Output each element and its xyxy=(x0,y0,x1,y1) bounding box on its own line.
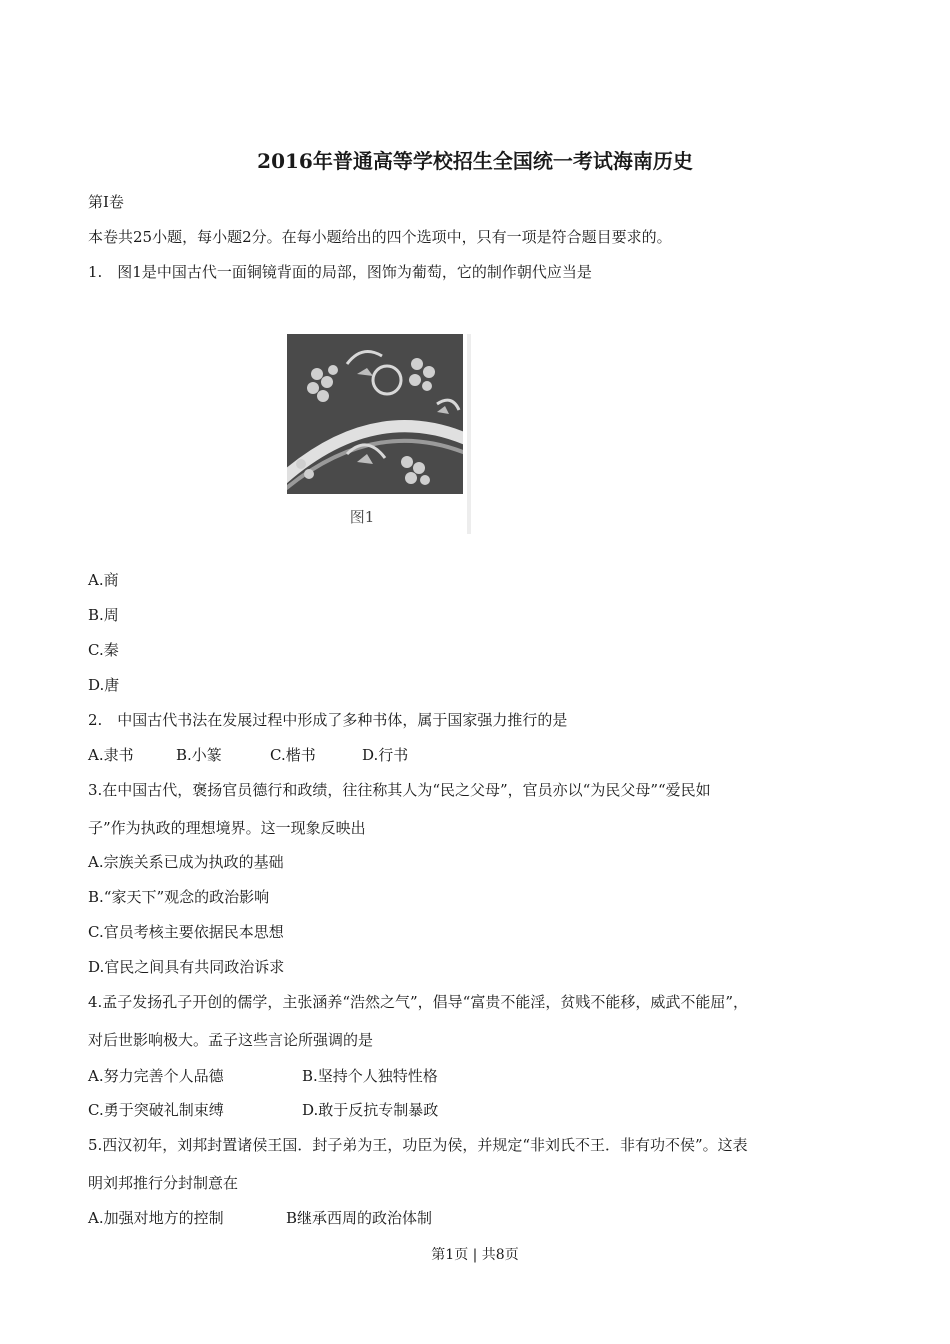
document-title: 2016年普通高等学校招生全国统一考试海南历史 xyxy=(257,149,693,173)
section-label: 第Ⅰ卷 xyxy=(88,193,124,211)
q5-options-row-1 xyxy=(88,1208,432,1228)
q5-option-a: A.加强对地方的控制 xyxy=(88,1209,224,1227)
figure-1 xyxy=(287,334,473,538)
q5-option-b: B继承西周的政治体制 xyxy=(286,1209,433,1227)
question-1-stem: 1. 图1是中国古代一面铜镜背面的局部，图饰为葡萄，它的制作朝代应当是 xyxy=(88,263,592,281)
q4-option-d: D.敢于反抗专制暴政 xyxy=(302,1101,439,1119)
q1-option-c: C.秦 xyxy=(88,641,119,659)
question-4-stem-line-2: 对后世影响极大。孟子这些言论所强调的是 xyxy=(88,1031,374,1049)
question-5-stem-line-1: 5.西汉初年，刘邦封置诸侯王国．封子弟为王，功臣为侯，并规定“非刘氏不王．非有功不侯”。这表 xyxy=(88,1136,748,1154)
q4-option-b: B.坚持个人独特性格 xyxy=(302,1067,438,1085)
q2-option-d: D.行书 xyxy=(362,746,409,764)
question-4-stem-line-1: 4.孟子发扬孔子开创的儒学，主张涵养“浩然之气”，倡导“富贵不能淫，贫贱不能移，威武不能屈”， xyxy=(88,993,748,1011)
q3-option-a: A.宗族关系已成为执政的基础 xyxy=(88,853,284,871)
figure-caption: 图1 xyxy=(349,508,375,526)
question-3-stem-line-1: 3.在中国古代，褒扬官员德行和政绩，往往称其人为“民之父母”，官员亦以“为民父母”“爱民如 xyxy=(88,781,711,799)
q4-options-row-1 xyxy=(88,1066,438,1086)
q2-option-c: C.楷书 xyxy=(270,746,316,764)
q3-option-d: D.官民之间具有共同政治诉求 xyxy=(88,958,285,976)
q1-option-d: D.唐 xyxy=(88,676,120,694)
q2-option-b: B.小篆 xyxy=(176,746,222,764)
question-5-stem-line-2: 明刘邦推行分封制意在 xyxy=(88,1174,239,1192)
bronze-mirror-image xyxy=(287,334,463,494)
q4-options-row-2 xyxy=(88,1100,438,1120)
page-footer: 第1页 | 共8页 xyxy=(431,1247,519,1263)
figure-border xyxy=(467,334,471,534)
q2-option-a: A.隶书 xyxy=(88,746,134,764)
q1-option-a: A.商 xyxy=(88,571,119,589)
q3-option-c: C.官员考核主要依据民本思想 xyxy=(88,923,284,941)
q4-option-a: A.努力完善个人品德 xyxy=(88,1067,224,1085)
question-3-stem-line-2: 子”作为执政的理想境界。这一现象反映出 xyxy=(88,819,366,837)
q2-options xyxy=(88,745,408,765)
instructions: 本卷共25小题，每小题2分。在每小题给出的四个选项中，只有一项是符合题目要求的。 xyxy=(88,228,672,246)
question-2-stem: 2. 中国古代书法在发展过程中形成了多种书体，属于国家强力推行的是 xyxy=(88,711,568,729)
q3-option-b: B.“家天下”观念的政治影响 xyxy=(88,888,270,906)
q1-option-b: B.周 xyxy=(88,606,119,624)
q4-option-c: C.勇于突破礼制束缚 xyxy=(88,1101,224,1119)
